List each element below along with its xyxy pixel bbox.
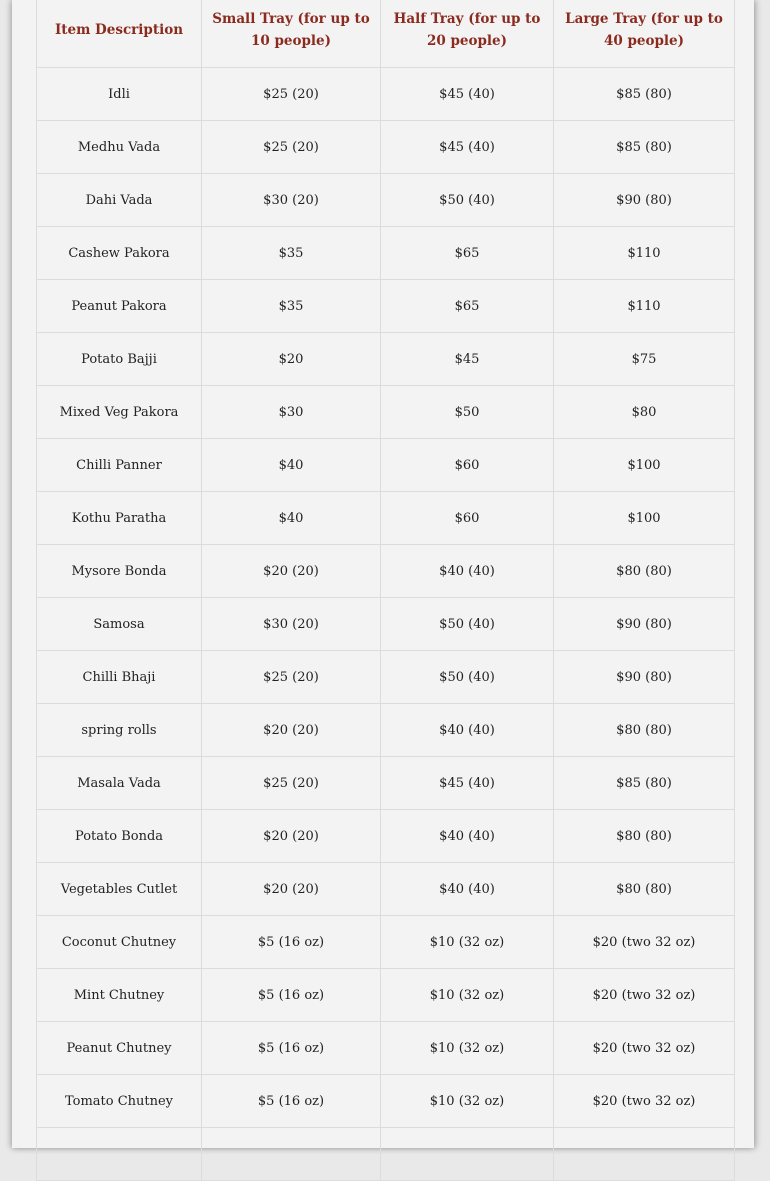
item-description-cell: Masala Vada <box>37 757 202 810</box>
small-tray-price-cell: $30 <box>202 386 381 439</box>
table-row <box>37 810 735 863</box>
catering-price-table <box>36 0 735 1181</box>
half-tray-price-cell <box>381 1128 554 1181</box>
large-tray-price-cell: $20 (two 32 oz) <box>554 1075 735 1128</box>
item-description-cell: Samosa <box>37 598 202 651</box>
item-description-cell: Cashew Pakora <box>37 227 202 280</box>
small-tray-price-cell: $5 (16 oz) <box>202 916 381 969</box>
table-row <box>37 1022 735 1075</box>
large-tray-price-cell: $90 (80) <box>554 598 735 651</box>
large-tray-price-cell: $85 (80) <box>554 68 735 121</box>
table-row <box>37 386 735 439</box>
large-tray-price-cell: $85 (80) <box>554 121 735 174</box>
large-tray-price-cell: $80 (80) <box>554 810 735 863</box>
large-tray-price-cell: $85 (80) <box>554 757 735 810</box>
half-tray-price-cell: $10 (32 oz) <box>381 916 554 969</box>
large-tray-price-cell: $110 <box>554 227 735 280</box>
item-description-cell: Mysore Bonda <box>37 545 202 598</box>
small-tray-price-cell: $20 (20) <box>202 810 381 863</box>
item-description-cell: Vegetables Cutlet <box>37 863 202 916</box>
item-description-cell: Idli <box>37 68 202 121</box>
half-tray-price-cell: $10 (32 oz) <box>381 1022 554 1075</box>
half-tray-price-cell: $45 (40) <box>381 68 554 121</box>
small-tray-price-cell: $5 (16 oz) <box>202 1022 381 1075</box>
large-tray-price-cell: $75 <box>554 333 735 386</box>
half-tray-price-cell: $45 (40) <box>381 757 554 810</box>
item-description-cell: Chilli Bhaji <box>37 651 202 704</box>
table-row <box>37 280 735 333</box>
small-tray-price-cell: $5 (16 oz) <box>202 1075 381 1128</box>
item-description-cell: Coconut Chutney <box>37 916 202 969</box>
large-tray-price-cell: $20 (two 32 oz) <box>554 1022 735 1075</box>
half-tray-price-cell: $60 <box>381 439 554 492</box>
table-header-row <box>37 0 735 68</box>
item-description-cell: Potato Bajji <box>37 333 202 386</box>
small-tray-price-cell: $20 <box>202 333 381 386</box>
item-description-cell: Mint Chutney <box>37 969 202 1022</box>
small-tray-price-cell: $35 <box>202 227 381 280</box>
item-description-cell: Peanut Pakora <box>37 280 202 333</box>
table-row <box>37 121 735 174</box>
half-tray-price-cell: $40 (40) <box>381 704 554 757</box>
small-tray-price-cell: $25 (20) <box>202 121 381 174</box>
table-row <box>37 969 735 1022</box>
table-row <box>37 439 735 492</box>
table-row <box>37 227 735 280</box>
table-row <box>37 1128 735 1181</box>
small-tray-price-cell: $40 <box>202 439 381 492</box>
half-tray-price-cell: $10 (32 oz) <box>381 969 554 1022</box>
large-tray-price-cell: $100 <box>554 439 735 492</box>
table-body <box>37 68 735 1181</box>
table-row <box>37 333 735 386</box>
half-tray-price-cell: $60 <box>381 492 554 545</box>
half-tray-price-cell: $45 <box>381 333 554 386</box>
half-tray-price-cell: $50 (40) <box>381 174 554 227</box>
small-tray-price-cell: $30 (20) <box>202 174 381 227</box>
large-tray-price-cell: $90 (80) <box>554 651 735 704</box>
table-row <box>37 1075 735 1128</box>
table-row <box>37 545 735 598</box>
item-description-cell: Chilli Panner <box>37 439 202 492</box>
table-row <box>37 598 735 651</box>
table-row <box>37 68 735 121</box>
small-tray-price-cell: $40 <box>202 492 381 545</box>
half-tray-price-cell: $65 <box>381 280 554 333</box>
large-tray-price-cell <box>554 1128 735 1181</box>
large-tray-price-cell: $80 (80) <box>554 863 735 916</box>
small-tray-price-cell: $25 (20) <box>202 68 381 121</box>
large-tray-price-cell: $20 (two 32 oz) <box>554 916 735 969</box>
small-tray-price-cell <box>202 1128 381 1181</box>
small-tray-price-cell: $5 (16 oz) <box>202 969 381 1022</box>
item-description-cell <box>37 1128 202 1181</box>
small-tray-price-cell: $25 (20) <box>202 651 381 704</box>
half-tray-price-cell: $50 <box>381 386 554 439</box>
small-tray-price-cell: $20 (20) <box>202 704 381 757</box>
half-tray-price-cell: $45 (40) <box>381 121 554 174</box>
item-description-cell: Dahi Vada <box>37 174 202 227</box>
half-tray-price-cell: $40 (40) <box>381 810 554 863</box>
item-description-cell: Tomato Chutney <box>37 1075 202 1128</box>
half-tray-price-cell: $40 (40) <box>381 863 554 916</box>
large-tray-price-cell: $110 <box>554 280 735 333</box>
table-row <box>37 916 735 969</box>
large-tray-price-cell: $80 (80) <box>554 704 735 757</box>
small-tray-price-cell: $25 (20) <box>202 757 381 810</box>
half-tray-price-cell: $10 (32 oz) <box>381 1075 554 1128</box>
small-tray-price-cell: $30 (20) <box>202 598 381 651</box>
item-description-cell: Kothu Paratha <box>37 492 202 545</box>
item-description-cell: Mixed Veg Pakora <box>37 386 202 439</box>
small-tray-price-cell: $20 (20) <box>202 863 381 916</box>
item-description-cell: Potato Bonda <box>37 810 202 863</box>
table-row <box>37 651 735 704</box>
table-row <box>37 863 735 916</box>
small-tray-price-cell: $35 <box>202 280 381 333</box>
header-small-tray: Small Tray (for up to 10 people) <box>202 0 381 68</box>
item-description-cell: spring rolls <box>37 704 202 757</box>
item-description-cell: Peanut Chutney <box>37 1022 202 1075</box>
large-tray-price-cell: $80 (80) <box>554 545 735 598</box>
header-large-tray: Large Tray (for up to 40 people) <box>554 0 735 68</box>
half-tray-price-cell: $40 (40) <box>381 545 554 598</box>
table-row <box>37 757 735 810</box>
half-tray-price-cell: $65 <box>381 227 554 280</box>
large-tray-price-cell: $90 (80) <box>554 174 735 227</box>
header-item-description: Item Description <box>37 0 202 68</box>
table-row <box>37 492 735 545</box>
half-tray-price-cell: $50 (40) <box>381 651 554 704</box>
header-half-tray: Half Tray (for up to 20 people) <box>381 0 554 68</box>
item-description-cell: Medhu Vada <box>37 121 202 174</box>
small-tray-price-cell: $20 (20) <box>202 545 381 598</box>
large-tray-price-cell: $80 <box>554 386 735 439</box>
table-row <box>37 174 735 227</box>
half-tray-price-cell: $50 (40) <box>381 598 554 651</box>
table-row <box>37 704 735 757</box>
large-tray-price-cell: $20 (two 32 oz) <box>554 969 735 1022</box>
large-tray-price-cell: $100 <box>554 492 735 545</box>
